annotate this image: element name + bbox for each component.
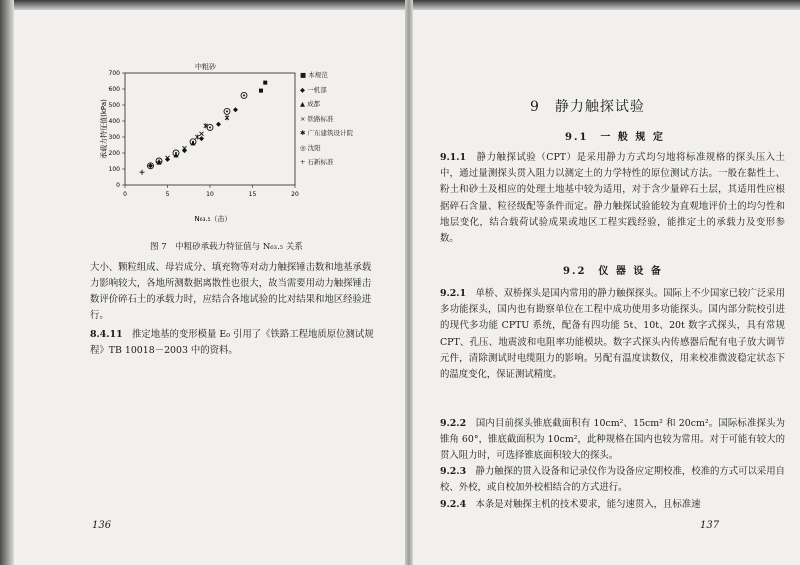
clause-number: 9.2.4 xyxy=(440,499,467,510)
clause-number: 9.1.1 xyxy=(440,152,467,163)
legend-entry xyxy=(300,155,353,170)
clause-9-1-1 xyxy=(440,150,785,247)
legend-marker-icon: ◆ xyxy=(300,85,308,94)
data-point xyxy=(216,122,221,127)
legend-marker-icon: ✱ xyxy=(300,129,308,137)
data-point-center xyxy=(226,110,228,112)
chart-title: 中粗砂 xyxy=(195,63,216,71)
x-tick-label: 15 xyxy=(248,191,257,198)
data-point xyxy=(259,89,263,93)
clause-text: 国内目前探头锥底截面积有 10cm²、15cm² 和 20cm²。国际标准探头为锥角 60°，锥底截面积为 10cm²，此种规格在国内也较为常用。对于可能有较大的贯入阻力时，可选择锥底面积较大的探头。 xyxy=(440,418,785,462)
figure-caption: 图 7 中粗砂承载力特征值与 N₆₃.₅ 关系 xyxy=(150,242,303,252)
clause-text: 本条是对触探主机的技术要求，能匀速贯入，且标准速 xyxy=(475,499,701,510)
clause-8-4-11 xyxy=(90,327,380,359)
data-point xyxy=(233,107,238,112)
data-point xyxy=(182,148,187,153)
legend-entry xyxy=(300,97,353,112)
legend-marker-icon: + xyxy=(300,158,308,166)
x-tick-label: 0 xyxy=(123,191,127,198)
data-point xyxy=(200,132,204,136)
data-point xyxy=(140,170,145,175)
data-point-center xyxy=(209,126,211,128)
clause-number: 9.2.1 xyxy=(440,288,467,299)
data-point-center xyxy=(243,94,245,96)
legend-marker-icon: ◎ xyxy=(300,143,308,152)
legend-marker-icon: ■ xyxy=(300,71,309,79)
section-heading-9-1: 9.1 一 般 规 定 xyxy=(565,132,665,143)
clause-number: 8.4.11 xyxy=(90,329,123,340)
clause-text: 单桥、双桥探头是国内常用的静力触探探头。国际上不少国家已较广泛采用多功能探头，国内也有勘察单位在工程中成功使用多功能探头。国内部分院校引进的现代多功能 CPTU 系统，配备有四功能 5t、10t、20t 数字式探头，具有常规 CPT、孔压、地震波和电阻率功能模块。数字式探头内传感器后配有电子放大调节元件，清除测试时电缆阻力的影响。另配有温度读数仪，用来校准微波稳定状态下的温度变化，保证测试精度。 xyxy=(440,288,785,381)
clause-number: 9.2.3 xyxy=(440,466,467,477)
data-point xyxy=(225,115,229,120)
scatter-chart xyxy=(80,68,410,238)
legend-marker-icon: × xyxy=(300,114,308,123)
legend-entry xyxy=(300,112,353,127)
legend-label: 铁路标准 xyxy=(307,114,334,123)
scan-top-edge xyxy=(0,0,800,10)
clause-text: 推定地基的变形模量 E₀ 引用了《铁路工程地质原位测试规程》TB 10018－2003 中的资料。 xyxy=(90,329,374,356)
paragraph-continued: 大小、颗粒组成、母岩成分、填充物等对动力触探锤击数和地基承载力影响较大，各地所测数据离散性也很大，故当需要用动力触探锤击数评价碎石土的承载力时，应结合各地试验的比对结果和地区经验进行。 xyxy=(90,262,372,321)
page-number-left: 136 xyxy=(92,520,112,531)
legend-entry xyxy=(300,126,353,141)
legend-label: 广东建筑设计院 xyxy=(307,129,354,137)
chapter-title: 9 静力触探试验 xyxy=(530,99,645,115)
legend-entry xyxy=(300,68,353,83)
y-tick-label: 300 xyxy=(108,134,120,141)
x-tick-label: 10 xyxy=(206,191,214,198)
legend-label: 沈阳 xyxy=(307,143,321,152)
legend-label: 本规范 xyxy=(308,71,328,79)
legend-entry xyxy=(300,83,353,98)
y-tick-label: 400 xyxy=(108,118,120,125)
section-heading-9-2: 9.2 仪 器 设 备 xyxy=(563,266,663,277)
data-point-center xyxy=(175,152,177,154)
y-tick-label: 200 xyxy=(108,150,120,157)
y-axis-label: 承载力特征值(kPa) xyxy=(100,99,108,159)
legend-label: 一机部 xyxy=(307,85,327,94)
legend-entry xyxy=(300,141,353,156)
y-tick-label: 600 xyxy=(108,86,120,93)
clause-9-2-4 xyxy=(440,497,785,513)
data-point-center xyxy=(192,141,194,143)
scan-left-edge xyxy=(0,0,14,565)
x-tick-label: 20 xyxy=(291,191,299,198)
y-tick-label: 500 xyxy=(108,102,120,109)
y-tick-label: 100 xyxy=(108,166,120,173)
x-tick-label: 5 xyxy=(165,191,170,198)
legend-label: 成都 xyxy=(307,100,321,108)
data-point xyxy=(195,135,199,140)
data-point-center xyxy=(150,165,152,167)
clause-9-2-2 xyxy=(440,416,785,465)
clause-9-2-3 xyxy=(440,464,785,496)
clause-text: 静力触探试验（CPT）是采用静力方式均匀地将标准规格的探头压入土中，通过量测探头贯入阻力以测定土的力学特性的原位测试方法。一般在黏性土、粉土和砂土及相应的处理土地基中较为适用，对于含少量碎石土层，其适用性应根据碎石含量、粒径级配等条件而定。静力触探试验能较为直观地评价土的均匀性和地层变化，结合载荷试验成果或地区工程实践经验，能推定土的承载力及变形参数。 xyxy=(440,152,785,245)
legend-label: 石新标准 xyxy=(307,158,334,166)
clause-9-2-1 xyxy=(440,286,785,383)
data-point xyxy=(263,81,267,85)
clause-text: 静力触探的贯入设备和记录仪作为设备应定期校准，校准的方式可以采用自校、外校，或自校加外校相结合的方式进行。 xyxy=(440,466,785,494)
legend-marker-icon: ▲ xyxy=(300,100,308,108)
chart-legend xyxy=(300,68,353,170)
clause-number: 9.2.2 xyxy=(440,418,467,429)
data-point xyxy=(199,136,204,141)
y-tick-label: 700 xyxy=(108,70,120,77)
page-number-right: 137 xyxy=(700,520,720,531)
x-axis-label: N₆₃.₅（击） xyxy=(194,215,232,223)
y-tick-label: 0 xyxy=(116,182,120,189)
